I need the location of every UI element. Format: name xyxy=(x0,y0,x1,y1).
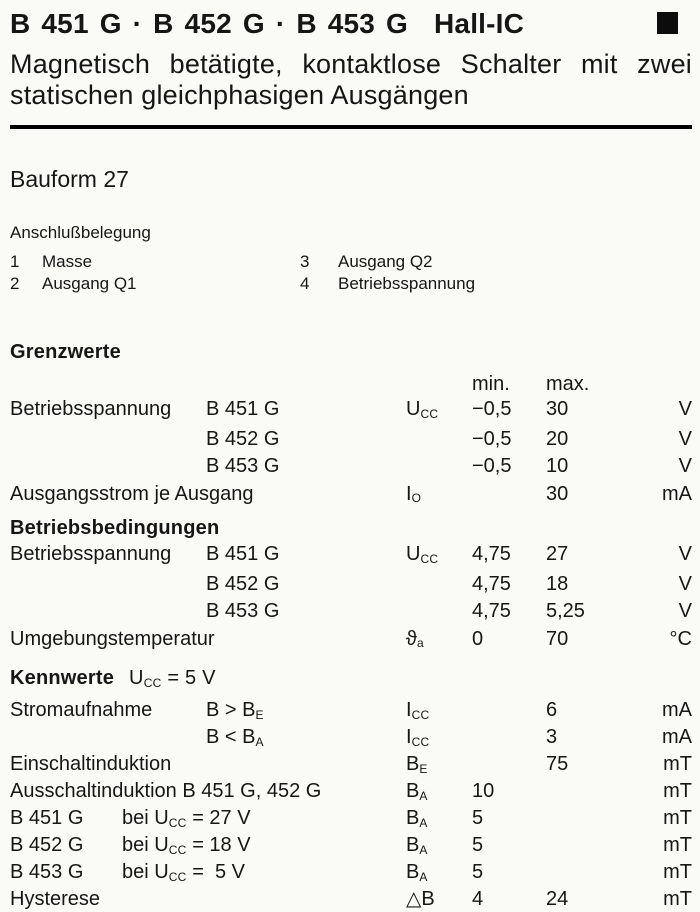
spec-label xyxy=(10,806,406,833)
spec-min-value: −0,5 xyxy=(472,427,512,450)
pin-number: 4 xyxy=(300,274,310,293)
spec-max-value: 24 xyxy=(546,888,569,910)
spec-label-text: Hysterese xyxy=(10,888,101,910)
colhead-spacer xyxy=(406,372,472,396)
spec-label-text: Stromaufnahme xyxy=(10,699,153,721)
spec-label xyxy=(10,626,406,656)
spec-unit: mT xyxy=(663,834,692,856)
spec-min-value: 4,75 xyxy=(472,600,511,622)
header-divider xyxy=(10,125,692,129)
spec-max-value: 27 xyxy=(546,543,569,565)
spec-min-value xyxy=(472,481,546,511)
spec-symbol xyxy=(406,426,472,454)
spec-min-value: 5 xyxy=(472,861,484,883)
spec-symbol: BA xyxy=(406,861,428,884)
spec-symbol: △B xyxy=(406,888,435,910)
colhead-min: min. xyxy=(472,373,510,395)
pin-number: 1 xyxy=(10,252,20,271)
section-heading-text: Grenzwerte xyxy=(10,341,121,363)
subscript: CC xyxy=(168,869,187,884)
spec-max-value: 30 xyxy=(546,482,569,505)
spec-label-text: Ausschaltinduktion B 451 G, 452 G xyxy=(10,780,322,802)
table-row xyxy=(10,426,692,454)
spec-label-text: B 453 G xyxy=(10,861,84,883)
table-row xyxy=(10,396,692,426)
spec-symbol: ϑa xyxy=(406,627,424,651)
spec-min-value: 4 xyxy=(472,888,484,910)
table-row xyxy=(10,453,692,481)
spec-symbol: ICC xyxy=(406,726,430,749)
spec-symbol: BA xyxy=(406,780,428,803)
section-rows xyxy=(10,698,692,912)
spec-unit: mT xyxy=(663,780,692,802)
spec-min-value: 4,75 xyxy=(472,543,511,565)
spec-symbol: ICC xyxy=(406,699,430,722)
table-row xyxy=(10,481,692,511)
spec-unit: V xyxy=(678,427,692,450)
spec-unit: mT xyxy=(663,753,692,775)
page-header xyxy=(10,8,692,129)
spec-label xyxy=(10,481,406,511)
spec-label-mid: bei UCC = 18 V xyxy=(122,834,251,857)
spec-symbol: UCC xyxy=(406,543,439,566)
page-subtitle xyxy=(10,49,692,111)
spec-label-part: B < BA xyxy=(206,726,264,749)
table-row xyxy=(10,626,692,656)
spec-label xyxy=(10,541,406,571)
table-row xyxy=(10,541,692,571)
spec-symbol: BA xyxy=(406,807,428,830)
subscript: A xyxy=(419,788,428,803)
spec-max-value: 75 xyxy=(546,753,569,775)
spec-unit: mA xyxy=(662,699,692,721)
subscript: CC xyxy=(168,815,187,830)
pinout-block xyxy=(10,222,692,295)
pin-label: Ausgang Q2 xyxy=(338,252,433,271)
spec-unit: mA xyxy=(662,726,692,748)
spec-min-value: 5 xyxy=(472,834,484,856)
pin-label: Masse xyxy=(42,252,93,271)
spec-symbol xyxy=(406,453,472,481)
table-row xyxy=(10,752,692,779)
subscript: A xyxy=(255,734,264,749)
table-row xyxy=(10,571,692,599)
spec-max-value: 70 xyxy=(546,627,569,650)
column-headers xyxy=(10,372,692,396)
spec-min-value: 5 xyxy=(472,807,484,829)
spec-label-text: Betriebsspannung xyxy=(10,543,172,565)
spec-label-part: B 453 G xyxy=(206,600,280,622)
section-heading-text: Betriebsbedingungen xyxy=(10,517,220,539)
spec-unit: V xyxy=(678,600,692,622)
spec-symbol: BE xyxy=(406,753,428,776)
spec-symbol: BA xyxy=(406,834,428,857)
subscript: A xyxy=(419,869,428,884)
subtitle-line: Magnetisch betätigte, kontaktlose Schalter mit zwei xyxy=(10,49,692,79)
spec-min-value: 0 xyxy=(472,627,484,650)
pin-number: 3 xyxy=(300,252,310,271)
spec-max-value: 6 xyxy=(546,699,558,721)
spec-max-value xyxy=(546,779,646,806)
spec-max-value: 10 xyxy=(546,455,569,477)
spec-min-value: 4,75 xyxy=(472,572,511,595)
section-betriebsbedingungen xyxy=(10,515,692,655)
spec-max-value xyxy=(546,806,646,833)
spec-label xyxy=(10,396,406,426)
table-row xyxy=(10,598,692,626)
spec-label-text: Umgebungstemperatur xyxy=(10,627,215,650)
pin-label: Ausgang Q1 xyxy=(42,274,137,293)
spec-min-value: −0,5 xyxy=(472,398,512,420)
colhead-max: max. xyxy=(546,373,590,395)
spec-label xyxy=(10,860,406,887)
spec-label xyxy=(10,426,406,454)
spec-label xyxy=(10,571,406,599)
corner-mark-icon xyxy=(657,12,678,34)
spec-symbol xyxy=(406,571,472,599)
subscript: E xyxy=(255,707,264,722)
spec-symbol: IO xyxy=(406,482,422,506)
spec-symbol xyxy=(406,598,472,626)
spec-label xyxy=(10,779,406,806)
spec-label-part: B 451 G xyxy=(206,543,280,565)
spec-unit: mT xyxy=(663,861,692,883)
spec-unit: mT xyxy=(663,888,692,910)
section-heading xyxy=(10,515,692,541)
spec-label xyxy=(10,887,406,912)
subscript: A xyxy=(419,842,428,857)
spec-unit: V xyxy=(678,398,692,420)
subscript: CC xyxy=(143,675,162,690)
section-rows xyxy=(10,541,692,655)
spec-label xyxy=(10,725,406,752)
subscript: E xyxy=(419,761,428,776)
table-row xyxy=(10,860,692,887)
part-numbers: B 451 G · B 452 G · B 453 G xyxy=(10,8,408,39)
subscript: CC xyxy=(168,842,187,857)
spec-unit: mA xyxy=(662,482,692,505)
spec-unit: mT xyxy=(663,807,692,829)
table-row xyxy=(10,833,692,860)
subscript: CC xyxy=(420,551,439,566)
title-row xyxy=(10,8,692,40)
subscript: A xyxy=(419,815,428,830)
pinout-heading: Anschlußbelegung xyxy=(10,223,151,242)
subscript: CC xyxy=(411,707,430,722)
spec-min-value xyxy=(472,725,546,752)
spec-unit: °C xyxy=(669,627,692,650)
spec-label-text: Betriebsspannung xyxy=(10,398,172,420)
section-heading xyxy=(10,665,692,693)
spec-symbol: UCC xyxy=(406,398,439,421)
spec-tables xyxy=(10,339,692,912)
spec-label xyxy=(10,698,406,725)
spec-min-value xyxy=(472,698,546,725)
table-row xyxy=(10,725,692,752)
section-rows xyxy=(10,396,692,510)
section-grenzwerte xyxy=(10,339,692,510)
spec-label xyxy=(10,598,406,626)
spec-label-mid: bei UCC = 5 V xyxy=(122,861,246,884)
colhead-spacer xyxy=(10,372,406,396)
spec-max-value xyxy=(546,833,646,860)
spec-label xyxy=(10,833,406,860)
spec-label-part: B 452 G xyxy=(206,427,280,450)
spec-max-value: 30 xyxy=(546,398,569,420)
spec-label-part: B > BE xyxy=(206,699,264,722)
section-kennwerte xyxy=(10,665,692,912)
spec-label-text: Ausgangsstrom je Ausgang xyxy=(10,482,254,505)
spec-unit: V xyxy=(678,455,692,477)
subscript: CC xyxy=(411,734,430,749)
pin-label: Betriebsspannung xyxy=(338,274,476,293)
spec-label-text: B 452 G xyxy=(10,834,84,856)
table-row xyxy=(10,779,692,806)
spec-max-value: 5,25 xyxy=(546,600,585,622)
spec-label xyxy=(10,752,406,779)
spec-label-text: Einschaltinduktion xyxy=(10,753,172,775)
section-heading-text: Kennwerte xyxy=(10,667,115,689)
page-title xyxy=(10,8,524,40)
spec-unit: V xyxy=(678,543,692,565)
spec-label-part: B 452 G xyxy=(206,572,280,595)
table-row xyxy=(10,806,692,833)
product-type: Hall-IC xyxy=(434,8,525,39)
spec-max-value: 3 xyxy=(546,726,558,748)
spec-label-part: B 451 G xyxy=(206,398,280,420)
section-heading xyxy=(10,339,692,365)
spec-min-value: −0,5 xyxy=(472,455,512,477)
table-row xyxy=(10,698,692,725)
spec-min-value: 10 xyxy=(472,780,495,802)
bauform-label: Bauform 27 xyxy=(10,166,129,192)
spec-unit: V xyxy=(678,572,692,595)
colhead-spacer xyxy=(646,372,692,396)
spec-label xyxy=(10,453,406,481)
table-row xyxy=(10,887,692,912)
subtitle-line: statischen gleichphasigen Ausgängen xyxy=(10,80,469,110)
spec-max-value xyxy=(546,860,646,887)
spec-label-mid: bei UCC = 27 V xyxy=(122,807,251,830)
section-heading-condition: UCC = 5 V xyxy=(129,667,216,690)
subscript: O xyxy=(411,491,422,506)
subscript: a xyxy=(416,636,424,651)
spec-min-value xyxy=(472,752,546,779)
spec-label-text: B 451 G xyxy=(10,807,84,829)
spec-label-part: B 453 G xyxy=(206,455,280,477)
pin-number: 2 xyxy=(10,274,20,293)
spec-max-value: 20 xyxy=(546,427,569,450)
spec-max-value: 18 xyxy=(546,572,569,595)
pin-list xyxy=(10,251,692,295)
subscript: CC xyxy=(420,406,439,421)
